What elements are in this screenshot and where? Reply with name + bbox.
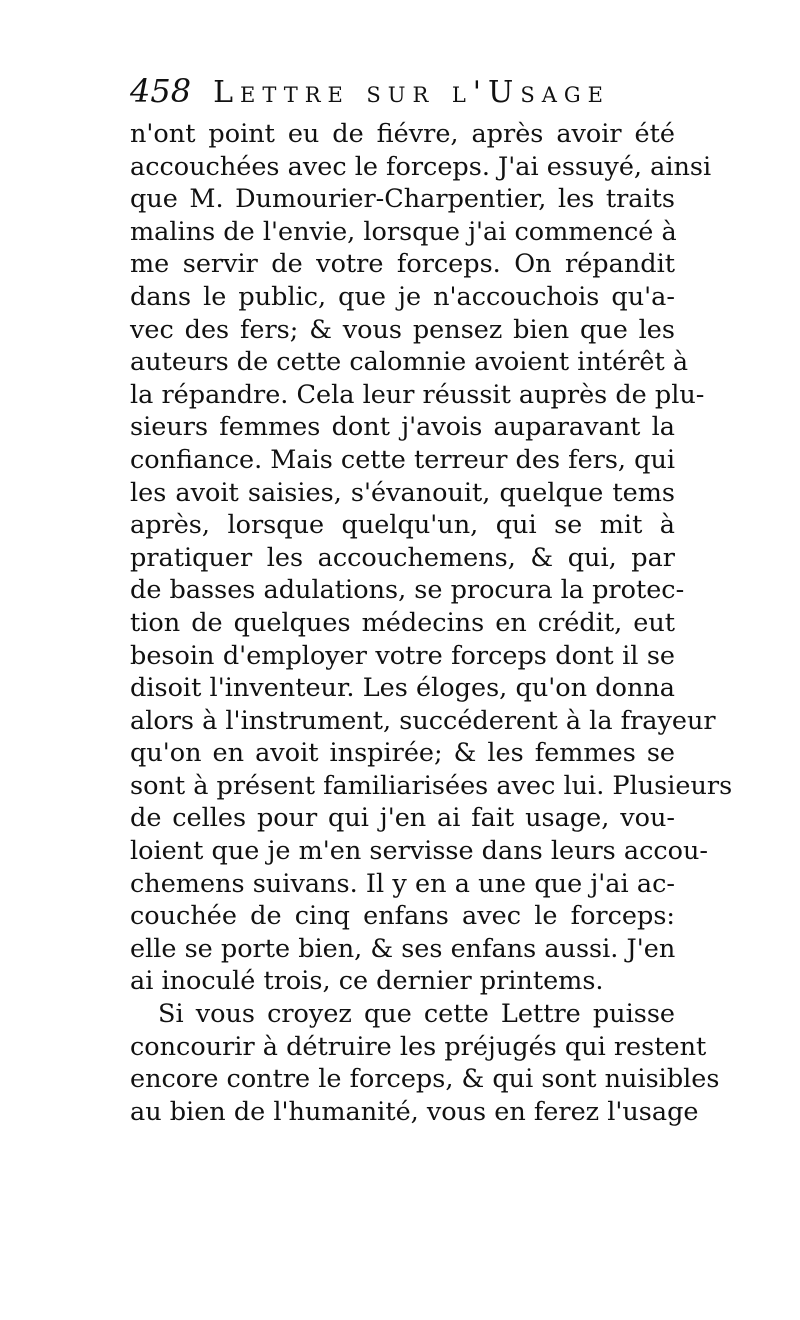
page-number: 458 bbox=[130, 72, 192, 110]
text-line: loient que je m'en servisse dans leurs accou- bbox=[130, 836, 709, 867]
text-line: encore contre le forceps, & qui sont nuisibles bbox=[130, 1064, 720, 1095]
text-line: la répandre. Cela leur réussit auprès de plu- bbox=[130, 379, 705, 410]
text-line: dans le public, que je n'accouchois qu'a- bbox=[130, 281, 675, 312]
text-line: concourir à détruire les préjugés qui restent bbox=[130, 1031, 707, 1062]
text-line: qu'on en avoit inspirée; & les femmes se bbox=[130, 738, 675, 769]
text-line: pratiquer les accouchemens, & qui, par bbox=[130, 542, 675, 573]
text-line: au bien de l'humanité, vous en ferez l'usage bbox=[130, 1096, 699, 1127]
text-line: malins de l'envie, lorsque j'ai commencé à bbox=[130, 216, 677, 247]
paragraph-start-line: Si vous croyez que cette Lettre puisse bbox=[158, 999, 675, 1030]
text-line: alors à l'instrument, succéderent à la frayeur bbox=[130, 705, 716, 736]
text-line: accouchées avec le forceps. J'ai essuyé, ainsi bbox=[130, 151, 712, 182]
text-line: besoin d'employer votre forceps dont il se bbox=[130, 640, 675, 671]
body-text bbox=[130, 118, 733, 1128]
text-line: confiance. Mais cette terreur des fers, qui bbox=[130, 444, 676, 475]
text-line: tion de quelques médecins en crédit, eut bbox=[130, 607, 675, 638]
text-line: chemens suivans. Il y en a une que j'ai ac- bbox=[130, 868, 675, 899]
text-line: vec des fers; & vous pensez bien que les bbox=[130, 314, 675, 345]
text-line: de basses adulations, se procura la protec- bbox=[130, 575, 685, 606]
text-line: les avoit saisies, s'évanouit, quelque tems bbox=[130, 477, 675, 508]
text-line: sont à présent familiarisées avec lui. Plusieurs bbox=[130, 770, 733, 801]
paragraph-end-line: ai inoculé trois, ce dernier printems. bbox=[130, 966, 604, 997]
running-head: Lettre sur l'Usage bbox=[213, 75, 610, 110]
text-line: me servir de votre forceps. On répandit bbox=[130, 249, 675, 280]
text-line: n'ont point eu de fiévre, après avoir été bbox=[130, 119, 675, 149]
text-line: disoit l'inventeur. Les éloges, qu'on donna bbox=[130, 673, 675, 704]
text-line: que M. Dumourier-Charpentier, les traits bbox=[130, 184, 675, 215]
text-line: de celles pour qui j'en ai fait usage, vou- bbox=[130, 803, 675, 834]
text-line: couchée de cinq enfans avec le forceps: bbox=[130, 901, 675, 932]
text-line: auteurs de cette calomnie avoient intérêt à bbox=[130, 347, 689, 378]
text-line: elle se porte bien, & ses enfans aussi. J'en bbox=[130, 933, 676, 964]
text-line: après, lorsque quelqu'un, qui se mit à bbox=[130, 510, 675, 541]
page-header bbox=[130, 72, 675, 122]
text-line: sieurs femmes dont j'avois auparavant la bbox=[130, 412, 675, 443]
